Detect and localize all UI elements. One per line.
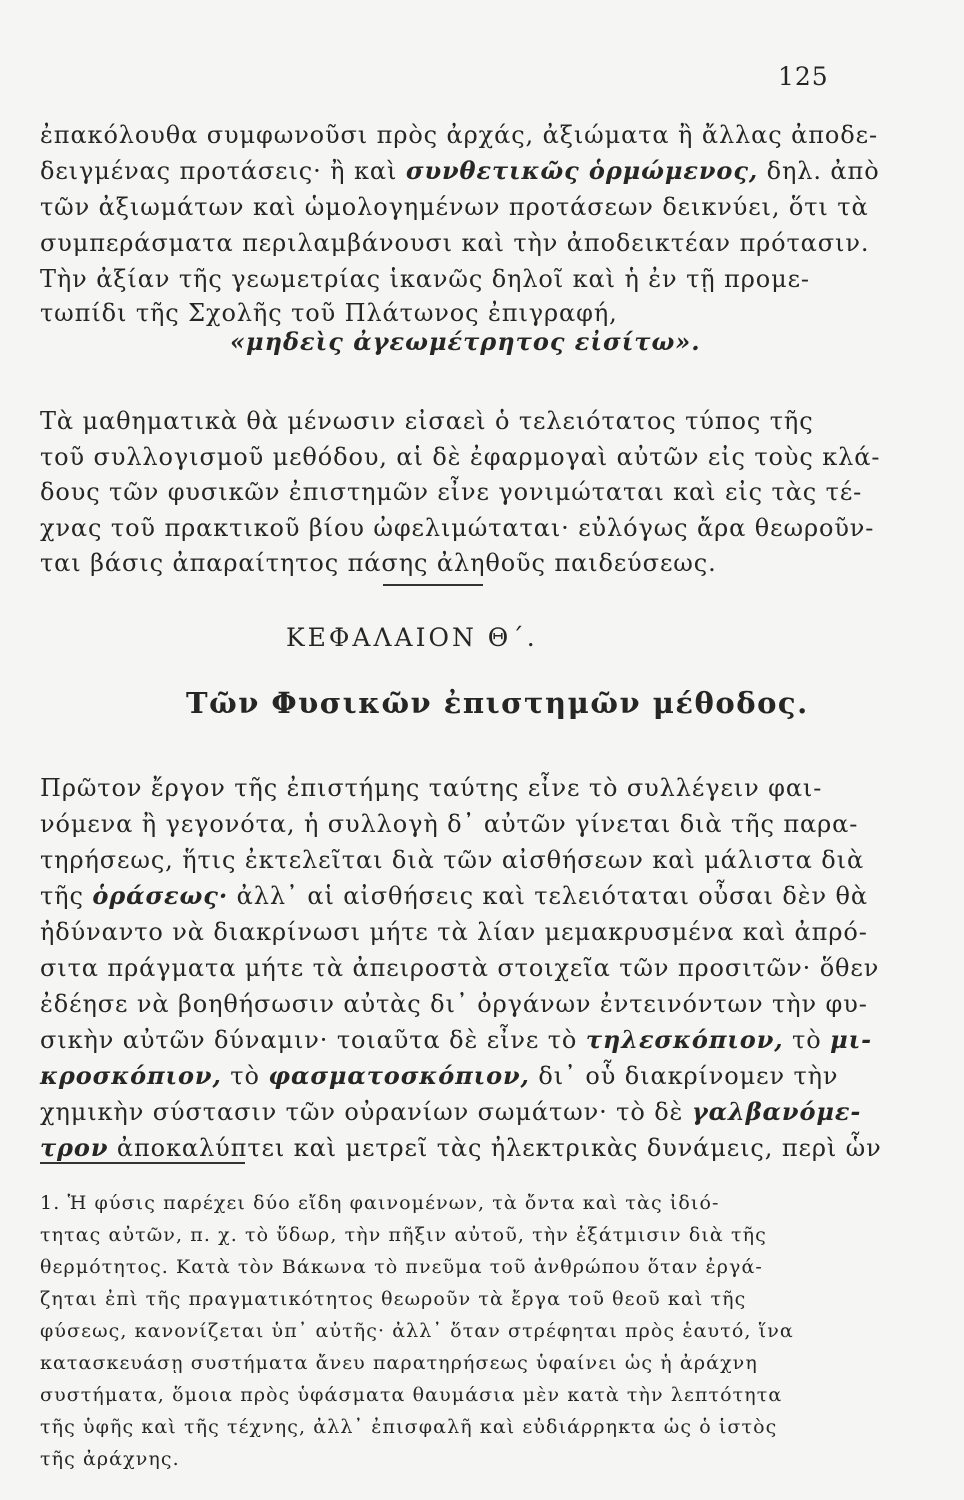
text-line: Τὰ μαθηματικὰ θὰ μένωσιν εἰσαεὶ ὁ τελειότατος τύπος τῆς <box>40 407 814 435</box>
text-line: τηρήσεως, ἥτις ἐκτελεῖται διὰ τῶν αἰσθήσεων καὶ μάλιστα διὰ <box>40 846 865 874</box>
footnote-line: τῆς ὑφῆς καὶ τῆς τέχνης, ἀλλ᾽ ἐπισφαλῆ καὶ εὐδιάρρηκτα ὡς ὁ ἱστὸς <box>40 1416 778 1438</box>
text-line: τωπίδι τῆς Σχολῆς τοῦ Πλάτωνος ἐπιγραφή, <box>40 299 618 327</box>
footnote-line: τητας αὐτῶν, π. χ. τὸ ὕδωρ, τὴν πῆξιν αὐτοῦ, τὴν ἐξάτμισιν διὰ τῆς <box>40 1224 767 1246</box>
footnote-line: φύσεως, κανονίζεται ὑπ᾽ αὐτῆς· ἀλλ᾽ ὅταν στρέφηται πρὸς ἑαυτό, ἵνα <box>40 1320 794 1342</box>
bold-term: γαλβανόμε- <box>691 1097 862 1126</box>
text-line: ται βάσις ἀπαραίτητος πάσης ἀληθοῦς παιδεύσεως. <box>40 549 717 577</box>
bold-term: ὁράσεως· <box>92 881 229 910</box>
footnote-line: συστήματα, ὅμοια πρὸς ὑφάσματα θαυμάσια μὲν κατὰ τὴν λεπτότητα <box>40 1384 783 1406</box>
footnote-line: ζηται ἐπὶ τῆς πραγματικότητος θεωροῦν τὰ ἔργα τοῦ θεοῦ καὶ τῆς <box>40 1288 747 1310</box>
bold-term: τρον <box>40 1133 109 1162</box>
footnote-line: θερμότητος. Κατὰ τὸν Βάκωνα τὸ πνεῦμα τοῦ ἀνθρώπου ὅταν ἐργά- <box>40 1256 763 1278</box>
text-line: δους τῶν φυσικῶν ἐπιστημῶν εἶνε γονιμώταται καὶ εἰς τὰς τέ- <box>40 478 863 506</box>
text-line: συμπεράσματα περιλαμβάνουσι καὶ τὴν ἀποδεικτέαν πρότασιν. <box>40 229 870 257</box>
text-line: ἐδέησε νὰ βοηθήσωσιν αὐτὰς δι᾽ ὀργάνων ἐντεινόντων τὴν φυ- <box>40 990 868 1018</box>
motto: «μηδεὶς ἀγεωμέτρητος εἰσίτω». <box>230 327 701 356</box>
text-line: ἠδύναντο νὰ διακρίνωσι μήτε τὰ λίαν μεμακρυσμένα καὶ ἀπρό- <box>40 918 868 946</box>
text-line: σιτα πράγματα μήτε τὰ ἀπειροστὰ στοιχεῖα τῶν προσιτῶν· ὅθεν <box>40 954 880 982</box>
bold-term: συνθετικῶς ὁρμώμενος, <box>405 156 759 185</box>
text-line: ἐπακόλουθα συμφωνοῦσι πρὸς ἀρχάς, ἀξιώματα ἢ ἄλλας ἀποδε- <box>40 121 878 149</box>
text-line: τρον ἀποκαλύπτει καὶ μετρεῖ τὰς ἠλεκτρικὰς δυνάμεις, περὶ ὧν <box>40 1133 882 1162</box>
text-line: τῆς ὁράσεως· ἀλλ᾽ αἱ αἰσθήσεις καὶ τελειόταται οὖσαι δὲν θὰ <box>40 881 868 910</box>
text-line: τῶν ἀξιωμάτων καὶ ὡμολογημένων προτάσεων δεικνύει, ὅτι τὰ <box>40 193 869 221</box>
footnote-line: κατασκευάσῃ συστήματα ἄνευ παρατηρήσεως ὑφαίνει ὡς ἡ ἀράχνη <box>40 1352 758 1374</box>
text-line: χνας τοῦ πρακτικοῦ βίου ὠφελιμώταται· εὐλόγως ἄρα θεωροῦν- <box>40 514 875 542</box>
page-number: 125 <box>778 62 829 91</box>
text-line: κροσκόπιον, τὸ φασματοσκόπιον, δι᾽ οὗ διακρίνομεν τὴν <box>40 1061 839 1090</box>
text-line: χημικὴν σύστασιν τῶν οὐρανίων σωμάτων· τὸ δὲ γαλβανόμε- <box>40 1097 862 1126</box>
text-line: τοῦ συλλογισμοῦ μεθόδου, αἱ δὲ ἐφαρμογαὶ αὐτῶν εἰς τοὺς κλά- <box>40 443 881 471</box>
section-divider <box>383 584 483 586</box>
text-line: σικὴν αὐτῶν δύναμιν· τοιαῦτα δὲ εἶνε τὸ τηλεσκόπιον, τὸ μι- <box>40 1025 872 1054</box>
footnote-line: 1. Ἡ φύσις παρέχει δύο εἴδη φαινομένων, τὰ ὄντα καὶ τὰς ἰδιό- <box>40 1192 720 1214</box>
bold-term: τηλεσκόπιον, <box>585 1025 784 1054</box>
bold-term: φασματοσκόπιον, <box>268 1061 530 1090</box>
footnote-rule <box>40 1162 245 1164</box>
text-line: Πρῶτον ἔργον τῆς ἐπιστήμης ταύτης εἶνε τὸ συλλέγειν φαι- <box>40 774 823 802</box>
bold-term: μι- <box>830 1025 872 1054</box>
text-line: Τὴν ἀξίαν τῆς γεωμετρίας ἱκανῶς δηλοῖ καὶ ἡ ἐν τῇ προμε- <box>40 265 810 293</box>
text-line: νόμενα ἢ γεγονότα, ἡ συλλογὴ δ᾽ αὐτῶν γίνεται διὰ τῆς παρα- <box>40 810 859 838</box>
text-line: δειγμένας προτάσεις· ἢ καὶ συνθετικῶς ὁρμώμενος, δηλ. ἀπὸ <box>40 156 880 185</box>
bold-term: κροσκόπιον, <box>40 1061 222 1090</box>
section-title: Τῶν Φυσικῶν ἐπιστημῶν μέθοδος. <box>186 686 809 720</box>
footnote-line: τῆς ἀράχνης. <box>40 1448 180 1470</box>
chapter-heading: ΚΕΦΑΛΑΙΟΝ Θ΄. <box>286 623 538 652</box>
